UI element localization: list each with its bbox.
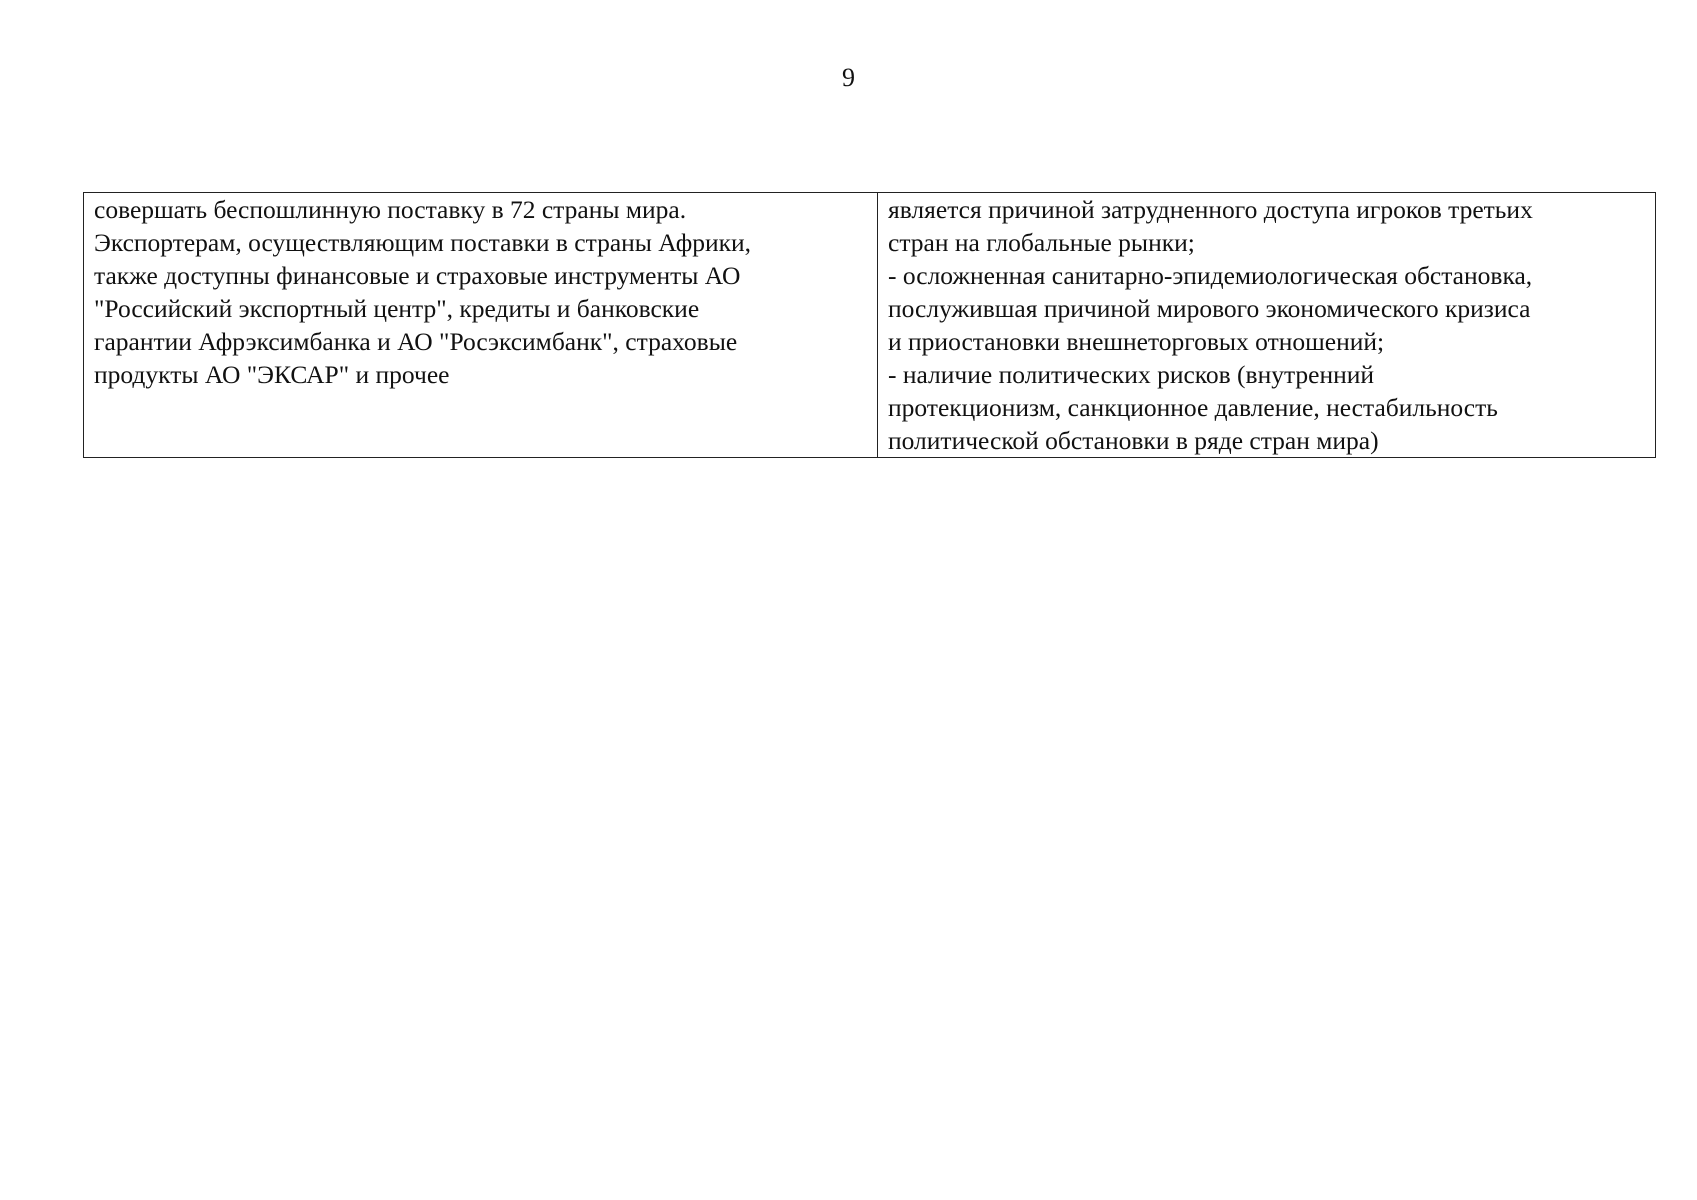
right-cell [878, 193, 1656, 458]
left-cell-line: "Российский экспортный центр", кредиты и банковские [94, 294, 700, 323]
left-cell-line: гарантии Афрэксимбанка и АО "Росэксимбанк", страховые [94, 327, 738, 356]
left-cell-line: также доступны финансовые и страховые инструменты АО [94, 261, 741, 290]
page-number: 9 [842, 63, 855, 92]
left-cell-line: совершать беспошлинную поставку в 72 страны мира. [94, 195, 687, 224]
right-cell-line: стран на глобальные рынки; [888, 228, 1195, 257]
right-cell-line: является причиной затрудненного доступа игроков третьих [888, 195, 1533, 224]
left-cell-line: Экспортерам, осуществляющим поставки в страны Африки, [94, 228, 752, 257]
right-cell-line: - осложненная санитарно-эпидемиологическая обстановка, [888, 261, 1533, 290]
left-cell-line: продукты АО "ЭКСАР" и прочее [94, 360, 450, 389]
table-row [84, 193, 1656, 458]
right-cell-line: политической обстановки в ряде стран мира) [888, 426, 1379, 455]
left-cell [84, 193, 878, 458]
right-cell-line: послужившая причиной мирового экономического кризиса [888, 294, 1531, 323]
right-cell-line: протекционизм, санкционное давление, нестабильность [888, 393, 1498, 422]
right-cell-line: - наличие политических рисков (внутренний [888, 360, 1375, 389]
document-table [83, 192, 1656, 458]
right-cell-line: и приостановки внешнеторговых отношений; [888, 327, 1385, 356]
